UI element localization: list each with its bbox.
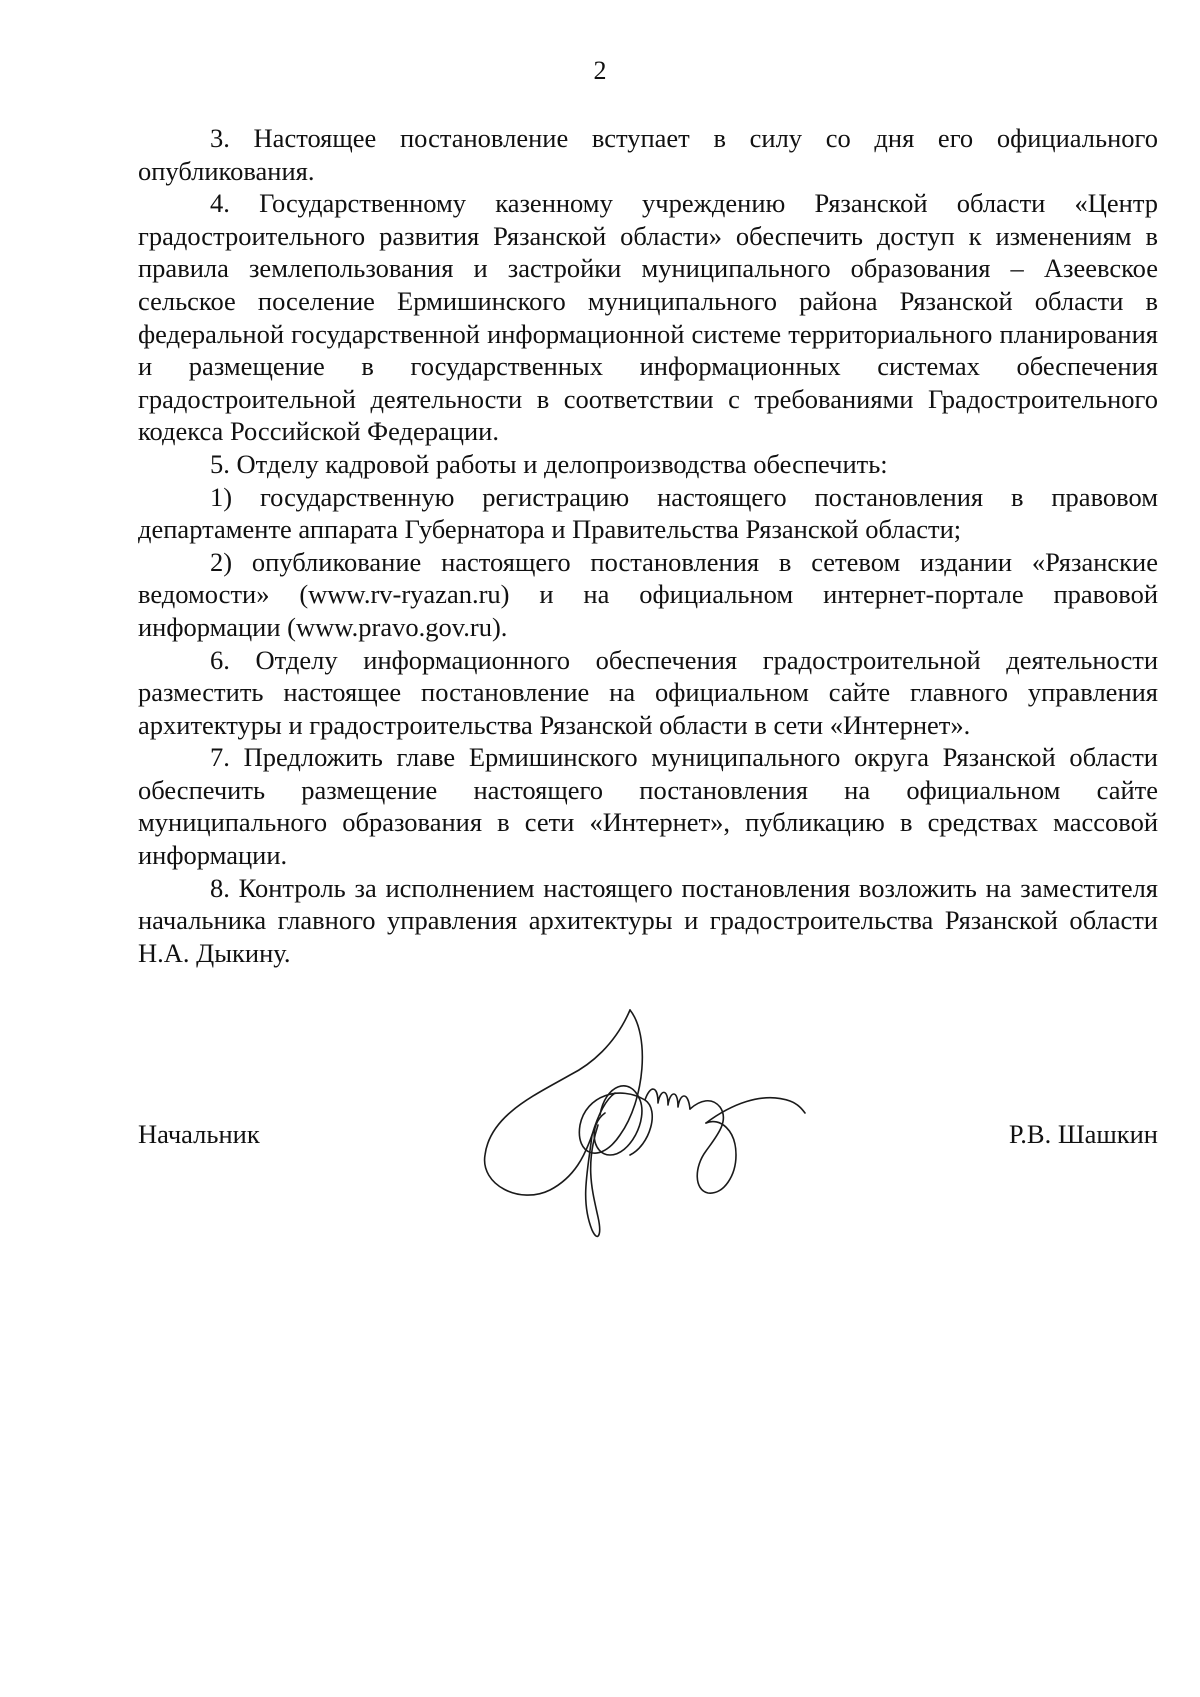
signatory-position: Начальник	[138, 1119, 260, 1149]
paragraph-5-1-registration: 1) государственную регистрацию настоящего постановления в правовом департаменте аппарата Губернатора и Правительства Рязанской области;	[138, 481, 1158, 545]
paragraph-6-website-posting: 6. Отделу информационного обеспечения градостроительной деятельности разместить настоящее постановление на официальном сайте главного управления архитектуры и градостроительства Рязанской области в сети «Интернет».	[138, 644, 1158, 740]
paragraph-3-effective-date: 3. Настоящее постановление вступает в силу со дня его официального опубликования.	[138, 123, 1158, 186]
page-number: 2	[593, 56, 607, 85]
paragraph-8-control: 8. Контроль за исполнением настоящего постановления возложить на заместителя начальника главного управления архитектуры и градостроительства Рязанской области Н.А. Дыкину.	[138, 872, 1158, 968]
paragraph-7-municipal-head: 7. Предложить главе Ермишинского муниципального округа Рязанской области обеспечить размещение настоящего постановления на официальном сайте муниципального образования в сети «Интернет», публикацию в средствах массовой информации.	[138, 742, 1158, 871]
handwritten-signature	[480, 1005, 810, 1245]
signatory-name: Р.В. Шашкин	[1008, 1119, 1158, 1149]
paragraph-5-hr-department: 5. Отделу кадровой работы и делопроизводства обеспечить:	[210, 448, 888, 479]
paragraph-5-2-publication: 2) опубликование настоящего постановления в сетевом издании «Рязанские ведомости» (www.rv-ryazan.ru) и на официальном интернет-портале правовой информации (www.pravo.gov.ru).	[138, 546, 1158, 642]
document-body	[138, 122, 1158, 969]
paragraph-4-access-provision: 4. Государственному казенному учреждению Рязанской области «Центр градостроительного развития Рязанской области» обеспечить доступ к изменениям в правила землепользования и застройки муниципального образования – Азеевское сельское поселение Ермишинского муниципального района Рязанской области в федеральной государственной информационной системе территориального планирования и размещение в государственных информационных системах обеспечения градостроительной деятельности в соответствии с требованиями Градостроительного кодекса Российской Федерации.	[138, 188, 1158, 447]
